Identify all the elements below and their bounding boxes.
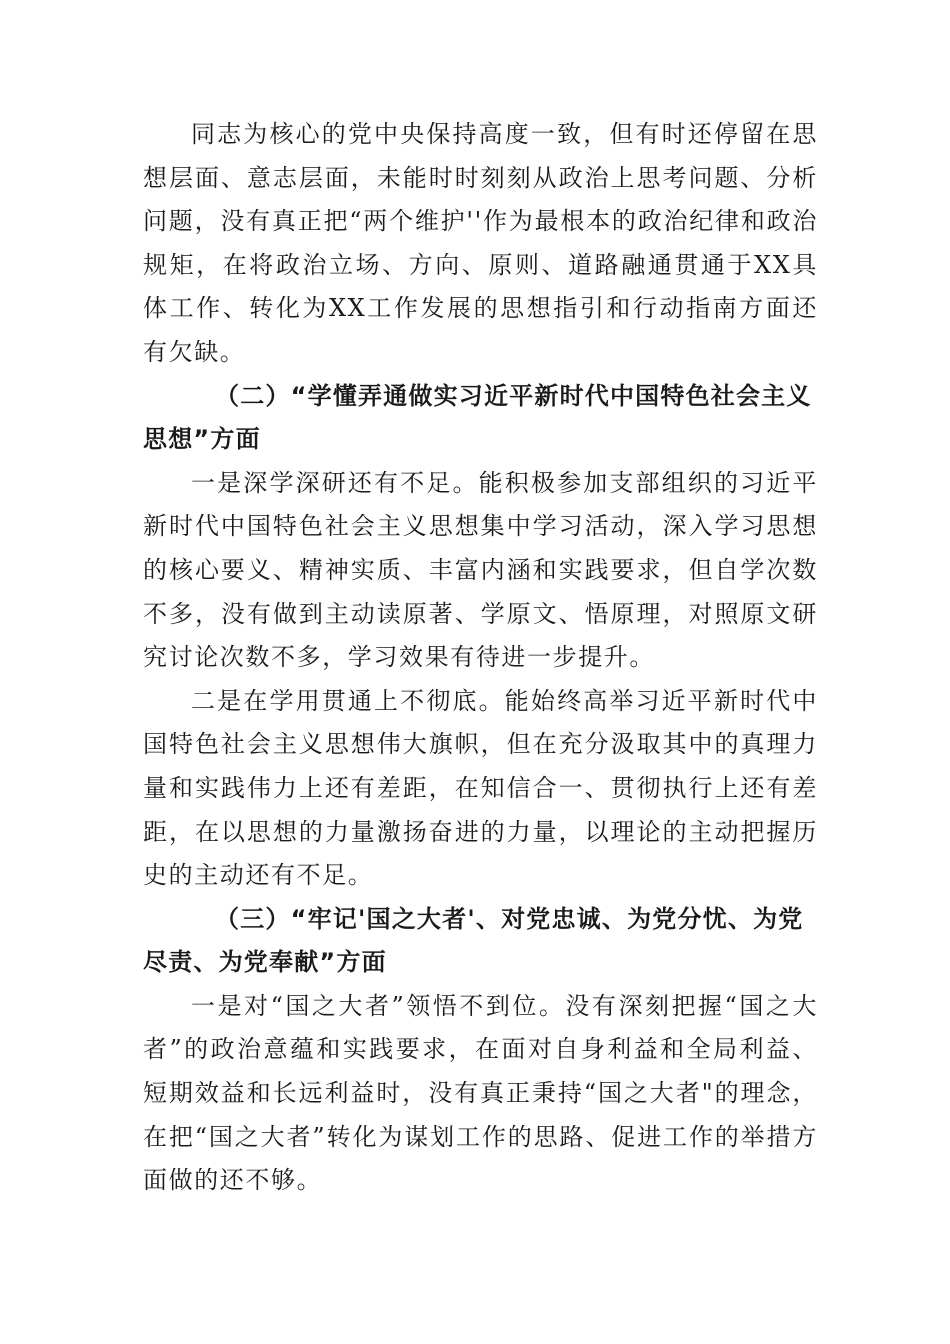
paragraph-national-priorities: 一是对“国之大者”领悟不到位。没有深刻把握“国之大者”的政治意蕴和实践要求，在面对自身利益和全局利益、短期效益和长远利益时，没有真正秉持“国之大者"的理念，在把“国之大者”转化为谋划工作的思路、促进工作的举措方面做的还不够。 [143, 991, 818, 1195]
paragraph-application-incomplete: 二是在学用贯通上不彻底。能始终高举习近平新时代中国特色社会主义思想伟大旗帜，但在充分汲取其中的真理力量和实践伟力上还有差距，在知信合一、贯彻执行上还有差距，在以思想的力量激扬奋进的力量，以理论的主动把握历史的主动还有不足。 [143, 686, 818, 890]
section-heading-2: （二）“学懂弄通做实习近平新时代中国特色社会主义思想”方面 [143, 381, 812, 454]
paragraph-study-insufficient: 一是深学深研还有不足。能积极参加支部组织的习近平新时代中国特色社会主义思想集中学习活动，深入学习思想的核心要义、精神实质、丰富内涵和实践要求，但自学次数不多，没有做到主动读原著、学原文、悟原理，对照原文研究讨论次数不多，学习效果有待进一步提升。 [143, 468, 818, 672]
section-heading-3: （三）“牢记'国之大者'、对党忠诚、为党分忧、为党尽责、为党奉献”方面 [143, 904, 804, 977]
paragraph-continuation: 同志为核心的党中央保持高度一致，但有时还停留在思想层面、意志层面，未能时时刻刻从政治上思考问题、分析问题，没有真正把“两个维护''作为最根本的政治纪律和政治规矩，在将政治立场、方向、原则、道路融通贯通于XX具体工作、转化为XX工作发展的思想指引和行动指南方面还有欠缺。 [143, 120, 818, 366]
document-body [143, 113, 818, 1203]
